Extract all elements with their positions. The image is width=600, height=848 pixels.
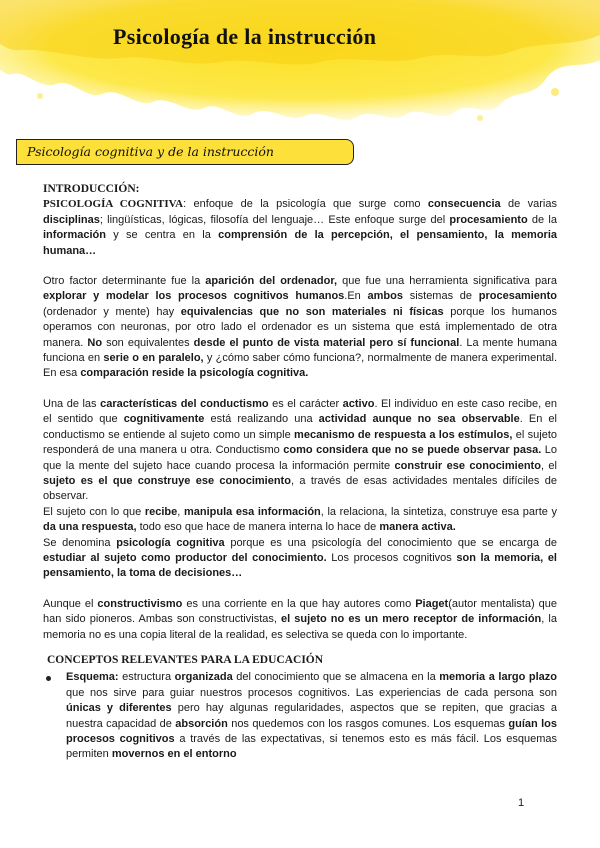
list-item: Esquema: estructura organizada del conocimiento que se almacena en la memoria a largo plazo que nos sirve para guiar nuestros procesos cognitivos. Las experiencias de cada persona son únicas y diferentes pero hay algunas regularidades, aspectos que se repiten, que gracias a nuestra capacidad de absorción nos quedemos con los rasgos comunes. Los esquemas guían los procesos cognitivos a través de las expectativas, si tenemos esto es más fácil. Los esquemas permiten movernos en el entorno xyxy=(0,670,557,762)
intro-paragraph-2: Otro factor determinante fue la aparición del ordenador, que fue una herramienta significativa para explorar y modelar los procesos cognitivos humanos.En ambos sistemas de procesamiento (ordenador y mente) hay equivalencias que no son materiales ni físicas porque los humanos operamos con neuronas, por otro lado el ordenador es un sistema que está implementado de otra manera. No son equivalentes desde el punto de vista material pero sí funcional. La mente humana funciona en serie o en paralelo, y ¿cómo saber cómo funciona?, normalmente de manera experimental. En esa comparación reside la psicología cognitiva. xyxy=(43,275,558,380)
concepts-heading: CONCEPTOS RELEVANTES PARA LA EDUCACIÓN xyxy=(47,653,324,666)
page-number: 1 xyxy=(518,797,525,809)
intro-paragraph-6: Aunque el constructivismo es una corriente en la que hay autores como Piaget(autor mentalista) que han sido pioneros. Ambas son constructivistas, el sujeto no es un mero receptor de información, la memoria no es una copia literal de la realidad, es selectiva se queda con lo importante. xyxy=(43,597,557,641)
intro-paragraph-1: PSICOLOGÍA COGNITIVA: enfoque de la psicología que surge como consecuencia de varias disciplinas; lingüísticas, lógicas, filosofía del lenguaje… Este enfoque surge del procesamiento de la información y se centra en la comprensión de la percepción, el pensamiento, la memoria humana… xyxy=(43,198,557,257)
page-title: Psicología de la instrucción xyxy=(113,24,377,49)
document-body xyxy=(43,182,557,763)
concepts-list xyxy=(0,670,557,762)
intro-paragraph-3: Una de las características del conductismo es el carácter activo. El individuo en este caso recibe, en el sentido que cognitivamente está realizando una actividad aunque no sea observable. En el conductismo se entiende al sujeto como un simple mecanismo de respuesta a los estímulos, el sujeto responderá de una manera u otra. Conductismo como considera que no se puede observar pasa. Lo que la mente del sujeto hace cuando procesa la información permite construir ese conocimiento, el sujeto es el que construye ese conocimiento, a través de esas actividades mentales difíciles de observar. xyxy=(43,397,558,503)
bullet-icon xyxy=(46,676,51,681)
watercolor-splash xyxy=(0,0,600,125)
intro-heading: INTRODUCCIÓN: xyxy=(43,183,140,195)
intro-paragraph-5: Se denomina psicología cognitiva porque es una psicología del conocimiento que se encarga de estudiar al sujeto como productor del conocimiento. Los procesos cognitivos son la memoria, el pensamiento, la toma de decisiones… xyxy=(43,536,557,580)
intro-paragraph-4: El sujeto con lo que recibe, manipula esa información, la relaciona, la sintetiza, construye esa parte y da una respuesta, todo eso que hace de manera interna lo hace de manera activa. xyxy=(43,505,557,534)
section-title-box xyxy=(16,139,354,165)
section-title: Psicología cognitiva y de la instrucción xyxy=(27,144,274,159)
header-banner xyxy=(0,0,600,125)
